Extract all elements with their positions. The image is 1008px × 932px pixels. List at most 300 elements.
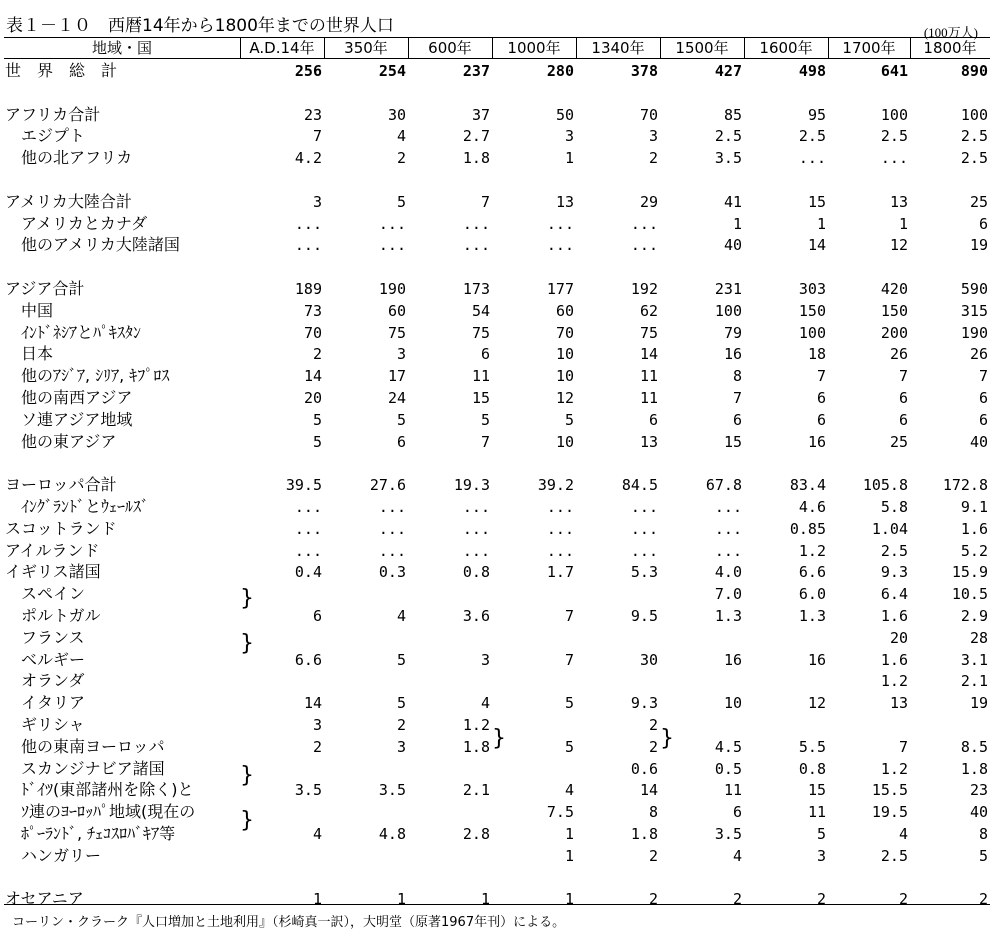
cell-value: 2.5 [880,846,908,865]
header-year: 1000年 [507,39,561,57]
cell-value: 50 [555,105,574,124]
cell-value: ... [462,498,490,516]
row-label: ヨーロッパ合計 [5,475,117,495]
cell-value: 2.9 [960,607,988,625]
cell-value [324,845,406,867]
cell-value: 40 [969,803,988,822]
cell-value: 2 [312,345,322,364]
row-label: スコットランド [5,518,117,538]
cell-value: 3 [396,737,406,756]
row-label: ｲﾝﾄﾞﾈｼｱとﾊﾟｷｽﾀﾝ [5,322,142,342]
cell-value: 70 [303,323,322,342]
cell-value: 75 [471,323,490,342]
cell-value: 4 [564,781,574,800]
table-row [0,234,1008,256]
cell-value: 8.5 [960,737,988,756]
cell-value: 2 [898,890,908,909]
header-divider [828,38,829,58]
cell-value: ... [462,519,490,538]
cell-value [324,627,406,649]
header-year: 1500年 [675,39,729,57]
table-row [0,888,1008,910]
cell-value: ... [378,214,406,233]
cell-value: 70 [639,105,658,124]
cell-value: ... [546,236,574,255]
cell-value: 3 [564,127,574,146]
cell-value: 28 [969,628,988,647]
cell-value [492,867,574,889]
cell-value [324,801,406,823]
cell-value: 7.5 [546,803,574,822]
cell-value: 5 [564,737,574,756]
cell-value [408,845,490,867]
cell-value: 498 [798,62,826,80]
cell-value: 5 [480,410,490,429]
cell-value: 15 [807,192,826,211]
row-label: アフリカ合計 [5,104,101,124]
row-label: 他の南西アジア [5,388,133,407]
table-row [0,256,1008,278]
table-row [0,845,1008,867]
table-row [0,322,1008,344]
cell-value: ... [630,214,658,233]
cell-value [324,169,406,191]
cell-value: 7.0 [714,585,742,604]
cell-value: ... [378,498,406,516]
cell-value: 6 [978,389,988,407]
cell-value: 378 [630,62,658,80]
cell-value: 1.2 [798,541,826,560]
cell-value: 2.5 [798,127,826,146]
cell-value [408,801,490,823]
cell-value [324,583,406,605]
cell-value [828,867,908,889]
cell-value: 7 [564,607,574,625]
cell-value: 70 [555,323,574,342]
row-label: フランス [5,627,85,647]
cell-value: 420 [880,280,908,298]
cell-value: 3 [480,650,490,669]
table-row [0,474,1008,496]
cell-value [492,583,574,605]
cell-value: 3 [648,127,658,146]
cell-value: 75 [387,323,406,342]
cell-value [576,627,658,649]
cell-value: 18 [807,345,826,364]
cell-value: 1 [898,214,908,233]
cell-value: 85 [723,105,742,124]
cell-value: 7 [978,367,988,386]
cell-value: 150 [798,301,826,320]
row-label: ハンガリー [5,845,102,865]
cell-value: 11 [807,803,826,822]
cell-value: 1.8 [630,825,658,843]
row-label: アメリカ大陸合計 [5,191,132,211]
cell-value: 6 [732,410,742,429]
cell-value: 192 [630,280,658,298]
cell-value: 1.2 [880,759,908,778]
cell-value: 5.5 [798,737,826,756]
cell-value: 0.85 [789,519,826,538]
cell-value [910,452,988,474]
cell-value: 17 [387,367,406,386]
cell-value: 4 [732,846,742,865]
cell-value: 8 [978,825,988,843]
cell-value: ... [630,541,658,560]
table-row [0,409,1008,431]
cell-value: 2 [648,149,658,168]
cell-value: 6 [978,214,988,233]
cell-value: 1.8 [960,759,988,778]
group-brace: } [240,586,254,611]
table-row [0,561,1008,583]
group-brace: } [492,726,506,751]
cell-value: 13 [639,432,658,451]
row-label: ベルギー [5,649,86,669]
cell-value: 2 [648,846,658,865]
cell-value: 3.5 [294,781,322,800]
header-year: 1340年 [591,39,645,57]
header-year: 350年 [344,39,388,57]
cell-value: 7 [816,367,826,386]
cell-value: 10 [723,694,742,713]
cell-value [660,82,742,104]
cell-value [744,452,826,474]
cell-value: 9.5 [630,607,658,625]
cell-value: 13 [555,192,574,211]
cell-value: 19 [969,694,988,713]
cell-value: ... [294,541,322,560]
cell-value [910,256,988,278]
cell-value: 1 [480,890,490,909]
cell-value: 14 [639,345,658,364]
cell-value [828,714,908,736]
cell-value: 2.7 [462,127,490,146]
header-divider [240,38,241,58]
cell-value: 19 [969,236,988,255]
cell-value [910,714,988,736]
row-label: 中国 [5,300,54,320]
cell-value: ... [294,498,322,516]
cell-value: ... [714,498,742,516]
cell-value: 590 [960,280,988,298]
cell-value [408,867,490,889]
group-brace: } [240,808,254,833]
cell-value [492,82,574,104]
header-year: 1600年 [759,39,813,57]
cell-value: 2.5 [714,127,742,146]
cell-value: ... [546,498,574,516]
table-row [0,496,1008,518]
cell-value: 7 [312,127,322,146]
group-brace: } [660,726,674,751]
cell-value: 2 [396,716,406,734]
cell-value [324,82,406,104]
cell-value: 3.5 [378,781,406,800]
cell-value: 4.6 [798,498,826,516]
cell-value: 5.3 [630,563,658,582]
header-divider [324,38,325,58]
cell-value [744,169,826,191]
cell-value: 1.3 [798,607,826,625]
cell-value: 11 [639,389,658,407]
cell-value: 6.6 [294,650,322,669]
cell-value: 6 [732,803,742,822]
cell-value: 2 [978,890,988,909]
cell-value: 4 [898,825,908,843]
cell-value: 237 [462,62,490,80]
cell-value: 60 [555,301,574,320]
cell-value: 3 [396,345,406,364]
cell-value: 177 [546,280,574,298]
cell-value: ... [546,214,574,233]
cell-value [492,627,574,649]
row-label: ソ連アジア地域 [5,409,133,429]
cell-value: 20 [889,628,908,647]
cell-value: 41 [723,192,742,211]
cell-value: 3.5 [714,825,742,843]
header-year: 1700年 [842,39,896,57]
table-row [0,649,1008,671]
table-row [0,365,1008,387]
table-row [0,605,1008,627]
cell-value: 2.5 [880,127,908,146]
cell-value [240,82,322,104]
cell-value: 20 [303,389,322,407]
cell-value: 10 [555,432,574,451]
table-row [0,583,1008,605]
cell-value: 7 [564,650,574,669]
cell-value [744,82,826,104]
cell-value: 2 [312,737,322,756]
cell-value: 3 [312,716,322,734]
cell-value: ... [294,236,322,255]
cell-value: 4 [396,127,406,146]
cell-value: ... [378,519,406,538]
cell-value [240,670,322,692]
cell-value: 10 [555,367,574,386]
cell-value: 6.6 [798,563,826,582]
table-row [0,191,1008,213]
cell-value: 4.0 [714,563,742,582]
cell-value: 27.6 [369,476,406,495]
cell-value: 0.4 [294,563,322,582]
cell-value: 6 [816,410,826,429]
cell-value [408,169,490,191]
cell-value: 1 [396,890,406,909]
cell-value [828,452,908,474]
header-divider [492,38,493,58]
table-row [0,540,1008,562]
cell-value: 26 [889,345,908,364]
cell-value: 39.2 [537,476,574,495]
cell-value: 9.3 [630,694,658,713]
cell-value [576,583,658,605]
cell-value: 37 [471,105,490,124]
cell-value: 1.6 [880,607,908,625]
cell-value: 11 [471,367,490,386]
cell-value: 2 [816,890,826,909]
cell-value: 4 [480,694,490,713]
cell-value: 12 [889,236,908,255]
row-label: ギリシャ [5,715,85,734]
cell-value: 67.8 [705,476,742,495]
table-row [0,104,1008,126]
cell-value: 2 [648,737,658,756]
cell-value: 15.5 [871,781,908,800]
table-row [0,278,1008,300]
cell-value: 100 [880,105,908,124]
cell-value: 5 [564,694,574,713]
cell-value: 14 [639,781,658,800]
cell-value: 641 [880,62,908,80]
row-label: イギリス諸国 [5,562,101,582]
cell-value: 6 [978,410,988,429]
cell-value: ... [546,541,574,560]
cell-value: 172.8 [942,476,988,495]
row-label: アイルランド [5,540,100,560]
row-label: イタリア [5,693,86,713]
table-row [0,692,1008,714]
cell-value: 3.5 [714,149,742,168]
cell-value: ... [546,519,574,538]
cell-value [828,82,908,104]
cell-value [324,670,406,692]
cell-value: 16 [723,345,742,364]
cell-value: 1 [312,890,322,909]
cell-value: 10.5 [951,585,988,604]
table-row [0,758,1008,780]
cell-value: 189 [294,280,322,298]
row-label: ﾎﾟｰﾗﾝﾄﾞ, ﾁｪｺｽﾛﾊﾞｷｱ等 [5,824,176,843]
cell-value: 10 [555,345,574,364]
cell-value: 4.2 [294,149,322,168]
table-row [0,627,1008,649]
cell-value: 100 [960,105,988,124]
cell-value [324,256,406,278]
cell-value: 6 [898,410,908,429]
cell-value: 7 [480,192,490,211]
row-label: ﾄﾞｲﾂ(東部諸州を除く)と [5,780,194,800]
cell-value: 0.3 [378,563,406,582]
cell-value [576,452,658,474]
cell-value: 6.0 [798,585,826,604]
cell-value: 25 [969,192,988,211]
cell-value: 190 [378,280,406,298]
cell-value: 1.6 [960,519,988,538]
cell-value: 15 [807,781,826,800]
cell-value: ... [462,214,490,233]
table-row [0,670,1008,692]
header-year: 600年 [428,39,472,57]
cell-value: 1 [564,890,574,909]
cell-value [408,758,490,780]
cell-value: 60 [387,301,406,320]
cell-value: 3 [816,846,826,865]
cell-value [492,256,574,278]
cell-value [910,867,988,889]
cell-value: ... [462,541,490,560]
cell-value: 6 [816,389,826,407]
cell-value: 1.7 [546,563,574,582]
cell-value: 173 [462,280,490,298]
cell-value: 2 [396,149,406,168]
cell-value: 62 [639,301,658,320]
row-label: ｲﾝｸﾞﾗﾝﾄﾞとｳｪｰﾙｽﾞ [5,497,150,516]
cell-value: 6.4 [880,585,908,604]
cell-value [492,758,574,780]
cell-value [408,670,490,692]
cell-value: 5 [816,825,826,843]
cell-value: 13 [889,192,908,211]
cell-value: 16 [807,432,826,451]
cell-value: 303 [798,280,826,298]
cell-value: 1 [564,825,574,843]
cell-value: 1.8 [462,149,490,168]
table-row [0,801,1008,823]
cell-value: 2 [648,890,658,909]
cell-value: ... [378,236,406,255]
table-row [0,125,1008,147]
cell-value [744,714,826,736]
cell-value [744,867,826,889]
cell-value: 11 [723,781,742,800]
cell-value [492,452,574,474]
group-brace: } [240,763,254,788]
cell-value: 84.5 [621,476,658,495]
row-label: 他の東アジア [5,431,117,451]
cell-value: ... [798,149,826,168]
cell-value [492,169,574,191]
cell-value [744,256,826,278]
cell-value: 6 [396,432,406,451]
cell-value: 427 [714,62,742,80]
cell-value: 256 [294,62,322,80]
row-label: アメリカとカナダ [5,213,148,233]
cell-value [324,758,406,780]
cell-value [576,169,658,191]
cell-value [324,452,406,474]
cell-value: 23 [303,105,322,124]
cell-value: 8 [648,803,658,822]
cell-value: ... [294,519,322,538]
cell-value: 2.1 [960,672,988,691]
header-divider [576,38,577,58]
cell-value: ... [294,214,322,233]
cell-value [240,256,322,278]
cell-value [744,670,826,692]
cell-value [408,583,490,605]
row-label: ｿ連のﾖｰﾛｯﾊﾟ地域(現在の [5,802,196,822]
cell-value [576,670,658,692]
cell-value [660,627,742,649]
table-row [0,867,1008,889]
cell-value: 3.1 [960,650,988,669]
cell-value: 4.8 [378,825,406,843]
cell-value: 29 [639,192,658,211]
cell-value [744,627,826,649]
cell-value: 13 [889,694,908,713]
cell-value: 1.04 [871,519,908,538]
cell-value [910,169,988,191]
cell-value: 1 [732,214,742,233]
cell-value: 5 [396,694,406,713]
cell-value: 231 [714,280,742,298]
cell-value: 2.8 [462,825,490,843]
cell-value: 150 [880,301,908,320]
cell-value: 15.9 [951,563,988,582]
cell-value: 24 [387,389,406,407]
